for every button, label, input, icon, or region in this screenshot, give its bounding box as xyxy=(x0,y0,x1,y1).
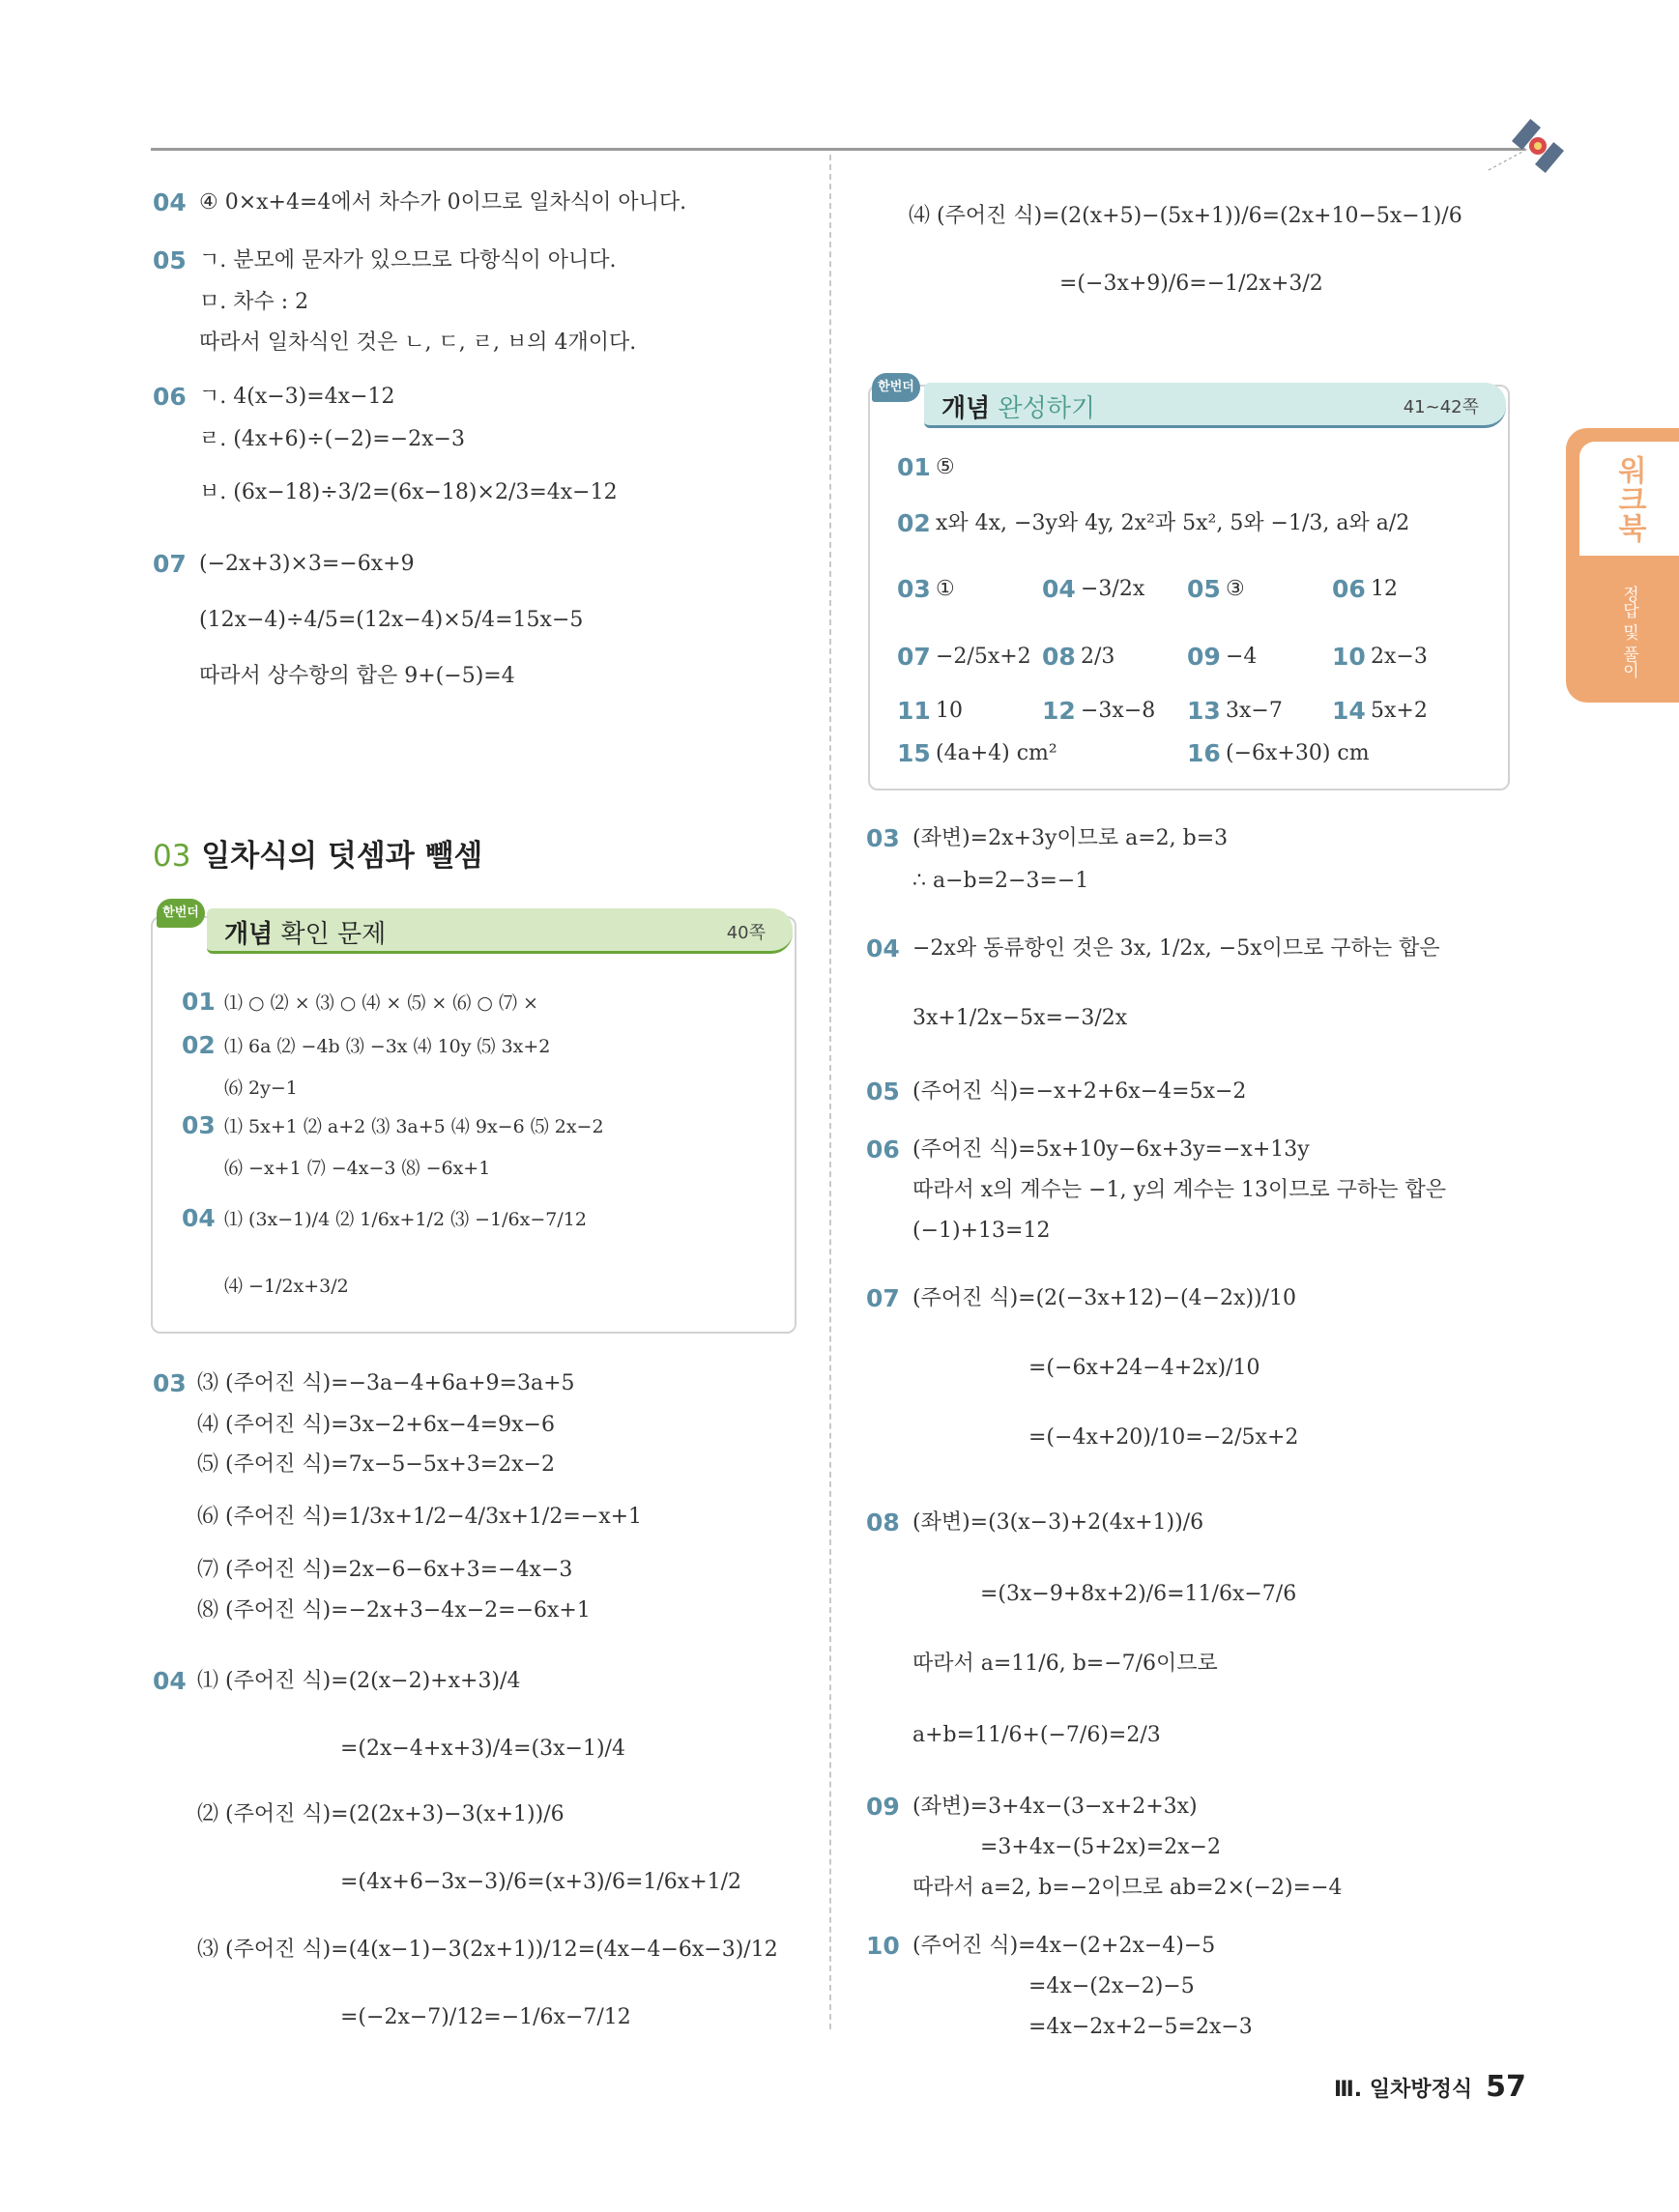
problem-number: 09 xyxy=(866,1793,900,1821)
header-title-rest: 확인 문제 xyxy=(273,920,387,949)
solution-line: (주어진 식)=4x−(2+2x−4)−5 xyxy=(912,1934,1216,1958)
problem-number: 03 xyxy=(153,1369,187,1397)
problem-number: 08 xyxy=(866,1508,900,1537)
column-divider xyxy=(829,155,831,2029)
problem-number: 16 xyxy=(1187,739,1221,767)
solution-line: (주어진 식)=−x+2+6x−4=5x−2 xyxy=(912,1079,1247,1104)
solution-line: (주어진 식)=(2(−3x+12)−(4−2x))/10 xyxy=(912,1286,1297,1310)
problem-number: 03 xyxy=(182,1111,216,1139)
answer-line: ⑴ 6a ⑵ −4b ⑶ −3x ⑷ 10y ⑸ 3x+2 xyxy=(224,1036,551,1057)
solution-line: =(3x−9+8x+2)/6=11/6x−7/6 xyxy=(980,1582,1297,1606)
solution-line: =(4x+6−3x−3)/6=(x+3)/6=1/6x+1/2 xyxy=(340,1870,742,1894)
solution-line: ㄱ. 4(x−3)=4x−12 xyxy=(199,385,395,409)
solution-line: =4x−2x+2−5=2x−3 xyxy=(1028,2015,1253,2039)
solution-line: ⑸ (주어진 식)=7x−5−5x+3=2x−2 xyxy=(197,1452,555,1477)
solution-line: 따라서 x의 계수는 −1, y의 계수는 13이므로 구하는 합은 xyxy=(912,1178,1446,1202)
problem-number: 05 xyxy=(1187,575,1221,603)
solution-line: 따라서 상수항의 합은 9+(−5)=4 xyxy=(199,664,515,688)
solution-line: (좌변)=(3(x−3)+2(4x+1))/6 xyxy=(912,1510,1204,1535)
problem-number: 15 xyxy=(897,739,931,767)
problem-number: 10 xyxy=(866,1932,900,1960)
solution-line: ④ 0×x+4=4에서 차수가 0이므로 일차식이 아니다. xyxy=(199,190,687,215)
answer-text: 2/3 xyxy=(1081,645,1115,669)
problem-number: 03 xyxy=(897,575,931,603)
problem-number: 02 xyxy=(182,1031,216,1059)
header-title-bold: 개념 xyxy=(941,394,991,423)
problem-number: 06 xyxy=(866,1135,900,1163)
solution-line: (좌변)=3+4x−(3−x+2+3x) xyxy=(912,1795,1198,1819)
answer-text: 10 xyxy=(936,699,963,723)
problem-number: 13 xyxy=(1187,697,1221,725)
solution-line: (12x−4)÷4/5=(12x−4)×5/4=15x−5 xyxy=(199,608,584,632)
section-title xyxy=(153,831,482,875)
satellite-icon xyxy=(1479,114,1576,187)
problem-number: 01 xyxy=(897,453,931,481)
solution-line: ⑶ (주어진 식)=−3a−4+6a+9=3a+5 xyxy=(197,1371,575,1395)
solution-line: =(−6x+24−4+2x)/10 xyxy=(1028,1356,1260,1380)
solution-line: 따라서 a=11/6, b=−7/6이므로 xyxy=(912,1652,1218,1676)
problem-number: 04 xyxy=(153,188,187,216)
answer-text: ⑤ xyxy=(936,455,955,479)
answer-text: ③ xyxy=(1226,577,1245,601)
solution-line: =(−2x−7)/12=−1/6x−7/12 xyxy=(340,2005,631,2029)
solution-line: ㅁ. 차수 : 2 xyxy=(199,290,309,314)
answer-text: 12 xyxy=(1371,577,1398,601)
problem-number: 14 xyxy=(1332,697,1366,725)
problem-number: 11 xyxy=(897,697,931,725)
solution-line: =3+4x−(5+2x)=2x−2 xyxy=(980,1835,1221,1859)
answer-line: ⑹ −x+1 ⑺ −4x−3 ⑻ −6x+1 xyxy=(224,1158,491,1179)
answer-text: 5x+2 xyxy=(1371,699,1428,723)
solution-line: −2x와 동류항인 것은 3x, 1/2x, −5x이므로 구하는 합은 xyxy=(912,936,1440,961)
problem-number: 06 xyxy=(153,383,187,411)
problem-number: 07 xyxy=(153,550,187,578)
solution-line: ⑴ (주어진 식)=(2(x−2)+x+3)/4 xyxy=(197,1669,521,1693)
answer-line: ⑷ −1/2x+3/2 xyxy=(224,1276,349,1297)
solution-line: =(2x−4+x+3)/4=(3x−1)/4 xyxy=(340,1737,625,1761)
problem-number: 09 xyxy=(1187,643,1221,671)
answer-text: −4 xyxy=(1226,645,1258,669)
page-footer xyxy=(1334,2070,1526,2104)
answer-text: 3x−7 xyxy=(1226,699,1283,723)
answer-text: −2/5x+2 xyxy=(936,645,1031,669)
solution-line: ⑺ (주어진 식)=2x−6−6x+3=−4x−3 xyxy=(197,1558,573,1582)
problem-number: 10 xyxy=(1332,643,1366,671)
answer-line: ⑴ 5x+1 ⑵ a+2 ⑶ 3a+5 ⑷ 9x−6 ⑸ 2x−2 xyxy=(224,1116,604,1137)
solution-line: (−2x+3)×3=−6x+9 xyxy=(199,552,415,576)
solution-line: (주어진 식)=5x+10y−6x+3y=−x+13y xyxy=(912,1137,1310,1162)
side-tab-title: 워크북 xyxy=(1579,442,1679,556)
page-number: 57 xyxy=(1486,2070,1526,2104)
solution-line: =4x−(2x−2)−5 xyxy=(1028,1974,1195,1998)
problem-number: 01 xyxy=(182,988,216,1016)
page-range: 40쪽 xyxy=(726,923,766,943)
answer-text: −3x−8 xyxy=(1081,699,1156,723)
problem-number: 02 xyxy=(897,509,931,537)
side-tab-subtitle: 정답 및 풀이 xyxy=(1619,586,1638,678)
side-tab[interactable] xyxy=(1566,428,1679,703)
problem-number: 05 xyxy=(153,246,187,274)
problem-number: 08 xyxy=(1042,643,1076,671)
problem-number: 05 xyxy=(866,1077,900,1106)
header-title-bold: 개념 xyxy=(224,920,274,949)
solution-line: (−1)+13=12 xyxy=(912,1219,1051,1243)
answer-text: (−6x+30) cm xyxy=(1226,741,1370,765)
solution-line: 3x+1/2x−5x=−3/2x xyxy=(912,1006,1128,1030)
concept-complete-badge: 한번더 xyxy=(872,373,920,402)
answer-line: ⑴ (3x−1)/4 ⑵ 1/6x+1/2 ⑶ −1/6x−7/12 xyxy=(224,1209,587,1230)
section-number: 03 xyxy=(153,839,191,874)
concept-check-badge: 한번더 xyxy=(157,899,205,928)
concept-check-header xyxy=(207,908,793,954)
solution-line: ⑵ (주어진 식)=(2(2x+3)−3(x+1))/6 xyxy=(197,1802,564,1826)
solution-line: ⑹ (주어진 식)=1/3x+1/2−4/3x+1/2=−x+1 xyxy=(197,1505,643,1529)
answer-text: ① xyxy=(936,577,955,601)
top-rule xyxy=(151,148,1525,151)
solution-line: ⑷ (주어진 식)=3x−2+6x−4=9x−6 xyxy=(197,1413,555,1437)
problem-number: 04 xyxy=(153,1667,187,1695)
solution-line: =(−4x+20)/10=−2/5x+2 xyxy=(1028,1425,1299,1450)
problem-number: 06 xyxy=(1332,575,1366,603)
problem-number: 07 xyxy=(897,643,931,671)
answer-text: (4a+4) cm² xyxy=(936,741,1057,765)
solution-line: ㄱ. 분모에 문자가 있으므로 다항식이 아니다. xyxy=(199,248,617,273)
answer-text: x와 4x, −3y와 4y, 2x²과 5x², 5와 −1/3, a와 a/2 xyxy=(936,511,1410,535)
solution-line: =(−3x+9)/6=−1/2x+3/2 xyxy=(1059,272,1323,296)
solution-line: 따라서 일차식인 것은 ㄴ, ㄷ, ㄹ, ㅂ의 4개이다. xyxy=(199,330,637,355)
section-name: 일차식의 덧셈과 뺄셈 xyxy=(201,839,483,874)
problem-number: 04 xyxy=(1042,575,1076,603)
solution-line: ⑶ (주어진 식)=(4(x−1)−3(2x+1))/12=(4x−4−6x−3)/12 xyxy=(197,1938,778,1962)
solution-line: a+b=11/6+(−7/6)=2/3 xyxy=(912,1723,1161,1747)
answer-text: −3/2x xyxy=(1081,577,1145,601)
solution-line: (좌변)=2x+3y이므로 a=2, b=3 xyxy=(912,826,1229,850)
problem-number: 07 xyxy=(866,1284,900,1312)
header-title-rest: 완성하기 xyxy=(990,394,1095,423)
solution-line: ∴ a−b=2−3=−1 xyxy=(912,869,1089,893)
solution-line: ㅂ. (6x−18)÷3/2=(6x−18)×2/3=4x−12 xyxy=(199,480,618,504)
answer-line: ⑹ 2y−1 xyxy=(224,1077,298,1099)
solution-line: ⑻ (주어진 식)=−2x+3−4x−2=−6x+1 xyxy=(197,1598,591,1623)
problem-number: 03 xyxy=(866,824,900,852)
page-range: 41~42쪽 xyxy=(1403,397,1479,417)
problem-number: 12 xyxy=(1042,697,1076,725)
solution-line: ㄹ. (4x+6)÷(−2)=−2x−3 xyxy=(199,427,465,451)
solution-line: ⑷ (주어진 식)=(2(x+5)−(5x+1))/6=(2x+10−5x−1)/6 xyxy=(909,204,1462,228)
problem-number: 04 xyxy=(866,934,900,962)
answer-line: ⑴ ○ ⑵ × ⑶ ○ ⑷ × ⑸ × ⑹ ○ ⑺ × xyxy=(224,992,538,1014)
concept-complete-header xyxy=(924,383,1506,428)
problem-number: 04 xyxy=(182,1204,216,1232)
chapter-label: Ⅲ. 일차방정식 xyxy=(1334,2078,1473,2102)
answer-text: 2x−3 xyxy=(1371,645,1428,669)
solution-line: 따라서 a=2, b=−2이므로 ab=2×(−2)=−4 xyxy=(912,1876,1343,1900)
